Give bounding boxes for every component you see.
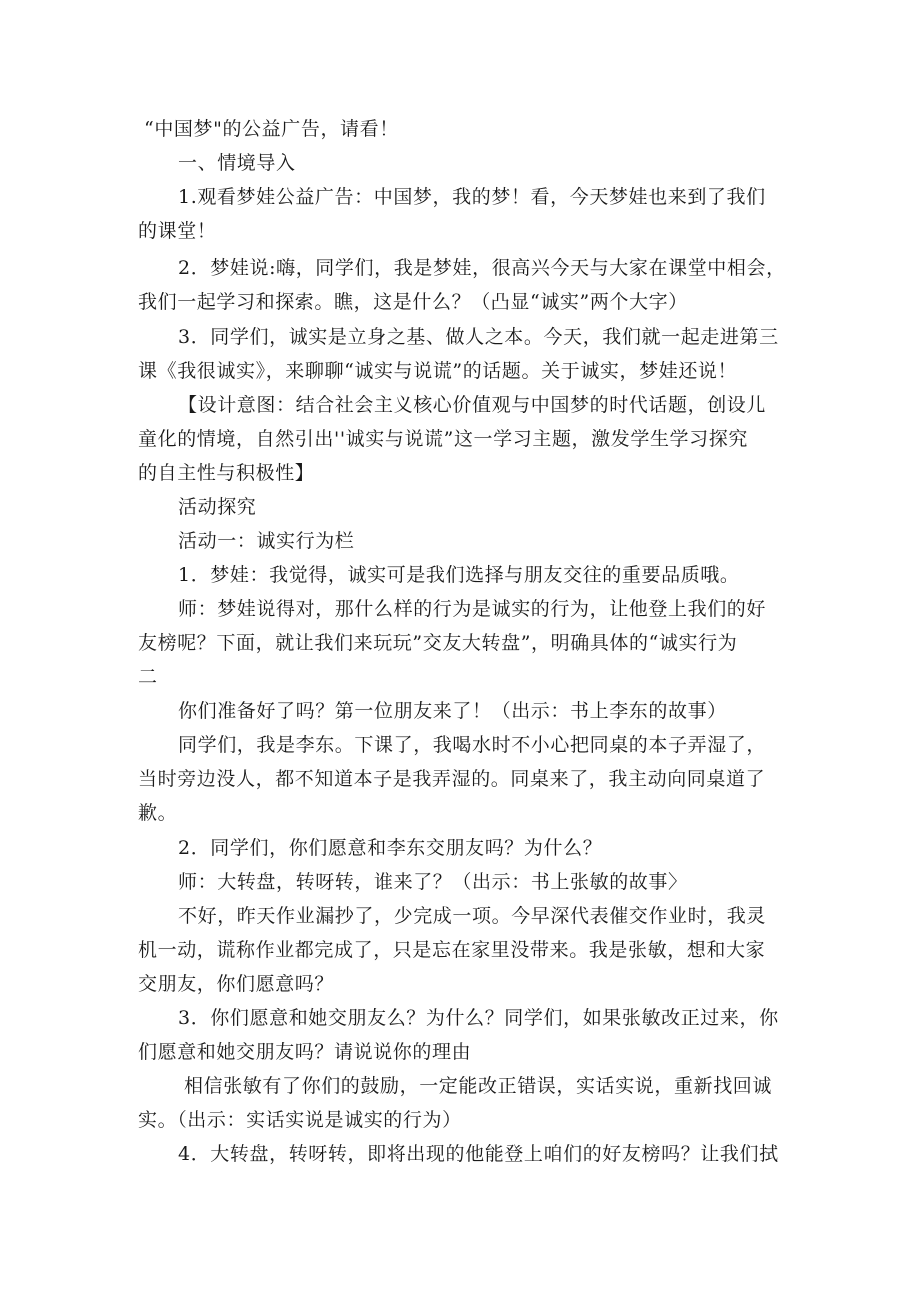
text-line: 我们一起学习和探索。瞧，这是什么？（凸显“诚实”两个大字） — [138, 291, 688, 313]
story-line: 歉。 — [138, 802, 178, 824]
story-line: 交朋友，你们愿意吗？ — [138, 973, 335, 995]
text-line: 相信张敏有了你们的鼓励，一定能改正错误，实话实说，重新找回诚 — [184, 1075, 773, 1097]
text-line: 1．梦娃：我觉得，诚实可是我们选择与朋友交往的重要品质哦。 — [178, 564, 740, 586]
text-line: 4．大转盘，转呀转，即将出现的他能登上咱们的好友榜吗？让我们拭 — [178, 1143, 779, 1165]
text-line: 实。（出示：实话实说是诚实的行为） — [138, 1109, 462, 1131]
text-line: 2．梦娃说:嗨，同学们，我是梦娃，很高兴今天与大家在课堂中相会， — [178, 257, 786, 279]
text-line: 的课堂！ — [138, 220, 217, 242]
text-line: 师：梦娃说得对，那什么样的行为是诚实的行为，让他登上我们的好 — [178, 598, 767, 620]
text-line: 友榜呢？下面，就让我们来玩玩”交友大转盘”，明确具体的“诚实行为 — [138, 632, 738, 654]
design-intent-line: 【设计意图：结合社会主义核心价值观与中国梦的时代话题，创设儿 — [178, 394, 767, 416]
section-heading: 一、情境导入 — [178, 152, 296, 174]
text-line: 们愿意和她交朋友吗？请说说你的理由 — [138, 1041, 472, 1063]
story-line: 同学们，我是李东。下课了，我喝水时不小心把同桌的本子弄湿了， — [178, 734, 767, 756]
section-heading: 活动探究 — [178, 496, 257, 518]
text-line: 2．同学们，你们愿意和李东交朋友吗？为什么？ — [178, 837, 603, 859]
text-line: 二 — [138, 666, 158, 688]
text-line: 3．你们愿意和她交朋友么？为什么？同学们，如果张敏改正过来，你 — [178, 1007, 779, 1029]
story-line: 不好，昨天作业漏抄了，少完成一项。今早深代表催交作业时，我灵 — [178, 905, 767, 927]
story-line: 当时旁边没人，都不知道本子是我弄湿的。同桌来了，我主动向同桌道了 — [138, 768, 766, 790]
story-line: 机一动，谎称作业都完成了，只是忘在家里没带来。我是张敏，想和大家 — [138, 939, 766, 961]
text-line: 课《我很诚实》，来聊聊“诚实与说谎”的话题。关于诚实，梦娃还说！ — [138, 360, 738, 382]
text-line: 你们准备好了吗？第一位朋友来了！（出示：书上李东的故事） — [178, 700, 727, 722]
text-line: 3．同学们，诚实是立身之基、做人之本。今天，我们就一起走进第三 — [178, 326, 779, 348]
text-line: “中国梦"的公益广告，请看！ — [144, 118, 399, 140]
design-intent-line: 童化的情境，自然引出''诚实与说谎”这一学习主题，激发学生学习探究 — [138, 428, 748, 450]
text-line: 师：大转盘，转呀转，谁来了？（出示：书上张敏的故事〉 — [178, 871, 688, 893]
text-line: 1.观看梦娃公益广告：中国梦，我的梦！看，今天梦娃也来到了我们 — [178, 186, 766, 208]
design-intent-line: 的自主性与积极性】 — [138, 462, 315, 484]
activity-heading: 活动一：诚实行为栏 — [178, 530, 355, 552]
